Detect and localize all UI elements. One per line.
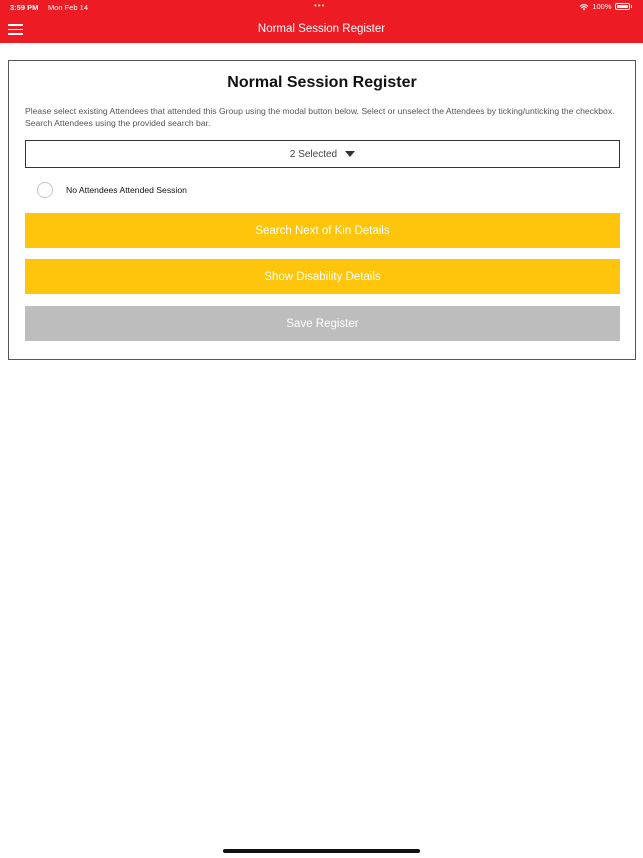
status-time: 3:59 PM (10, 3, 39, 12)
no-attendees-checkbox[interactable] (37, 182, 53, 198)
battery-percent: 100% (592, 2, 612, 11)
status-date: Mon Feb 14 (48, 3, 89, 12)
register-card (8, 60, 636, 360)
battery-icon (615, 3, 630, 10)
save-register-button[interactable]: Save Register (25, 306, 620, 341)
home-indicator[interactable] (223, 849, 420, 853)
battery-tip (631, 5, 633, 8)
instructions-text: Please select existing Attendees that attended this Group using the modal button below. Select or unselect the Attendees by ticking/unticking the checkbox. Search Attendees using the provided search bar. (25, 106, 615, 128)
attendee-select-dropdown[interactable] (25, 140, 620, 168)
search-next-of-kin-button[interactable]: Search Next of Kin Details (25, 213, 620, 248)
dropdown-selected-text: 2 Selected (289, 148, 338, 160)
header-title: Normal Session Register (257, 23, 386, 35)
multitasking-dots-icon[interactable]: ••• (314, 1, 326, 10)
caret-down-icon (345, 151, 355, 157)
show-disability-button[interactable]: Show Disability Details (25, 259, 620, 294)
battery-level (617, 5, 628, 8)
no-attendees-option[interactable] (37, 182, 187, 198)
wifi-icon (579, 3, 589, 11)
page-title: Normal Session Register (227, 74, 417, 91)
no-attendees-label: No Attendees Attended Session (66, 185, 187, 195)
status-indicators (579, 2, 632, 11)
status-bar (0, 0, 643, 16)
app-header (0, 0, 643, 43)
